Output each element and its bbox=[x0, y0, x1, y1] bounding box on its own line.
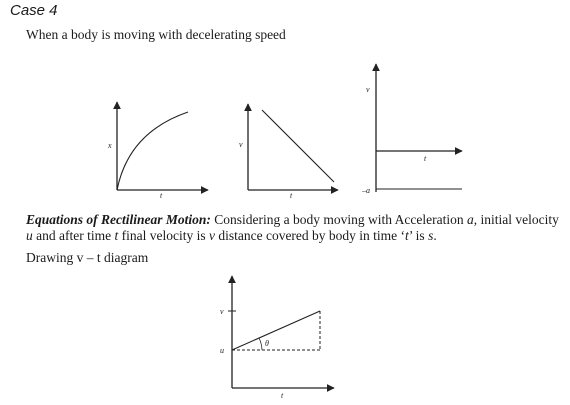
graph3-x-label: t bbox=[424, 154, 427, 163]
graph2-y-label: v bbox=[239, 140, 243, 149]
vt-velocity-line bbox=[232, 311, 320, 350]
graph2-line bbox=[262, 110, 334, 182]
graph2-x-label: t bbox=[290, 191, 293, 200]
vt-x-label: t bbox=[281, 391, 284, 400]
drawing-line: Drawing v – t diagram bbox=[26, 250, 149, 265]
graph-x-t bbox=[107, 102, 208, 200]
intro-text: When a body is moving with decelerating speed bbox=[26, 27, 286, 42]
paragraph-seg2: , initial velocity bbox=[473, 212, 559, 227]
var-u: u bbox=[26, 228, 33, 243]
vt-angle-label: θ bbox=[265, 339, 269, 348]
var-t2: t bbox=[405, 228, 409, 243]
case-title: Case 4 bbox=[10, 2, 58, 19]
graph3-neg-label: –a bbox=[362, 186, 370, 195]
paragraph-seg6: ’ is bbox=[408, 228, 429, 243]
var-t: t bbox=[114, 228, 119, 243]
graph-a-t bbox=[361, 64, 462, 195]
var-s: s bbox=[428, 228, 434, 243]
paragraph-seg5: distance covered by body in time ‘ bbox=[214, 228, 406, 243]
vt-angle-arc bbox=[259, 338, 262, 350]
paragraph-seg3: and after time bbox=[32, 228, 115, 243]
graph1-x-label: t bbox=[160, 191, 163, 200]
paragraph-seg4: final velocity is bbox=[118, 228, 209, 243]
vt-u-label: u bbox=[220, 346, 224, 355]
graph-v-t bbox=[239, 104, 338, 200]
graph1-curve bbox=[117, 112, 188, 190]
paragraph-seg7: . bbox=[433, 228, 437, 243]
paragraph-seg1: Considering a body moving with Acceleration bbox=[210, 212, 467, 227]
vt-y-label: v bbox=[220, 307, 224, 316]
graph3-y-label: v bbox=[366, 85, 370, 94]
paragraph-lead: Equations of Rectilinear Motion: bbox=[26, 212, 211, 227]
graph1-y-label: x bbox=[108, 141, 112, 150]
vt-diagram bbox=[220, 276, 334, 400]
equations-paragraph bbox=[26, 212, 566, 244]
var-v: v bbox=[208, 228, 215, 243]
var-a: a bbox=[466, 212, 474, 227]
